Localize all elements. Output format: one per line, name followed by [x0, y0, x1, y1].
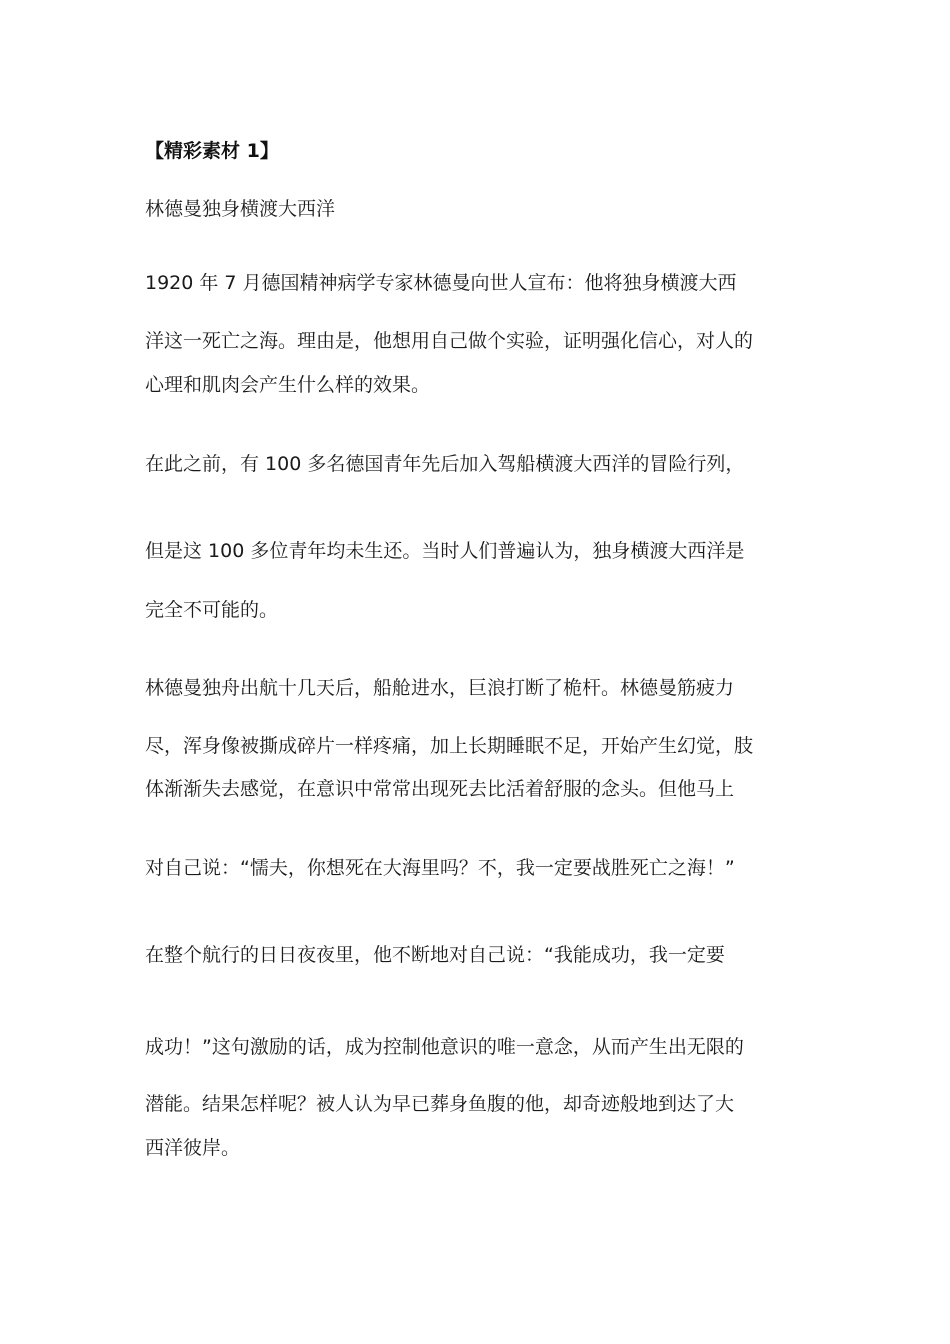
paragraph-line: 1920 年 7 月德国精神病学专家林德曼向世人宣布：他将独身横渡大西: [145, 272, 737, 294]
paragraph-line: 尽，浑身像被撕成碎片一样疼痛，加上长期睡眠不足，开始产生幻觉，肢: [145, 735, 754, 757]
paragraph-line: 但是这 100 多位青年均未生还。当时人们普遍认为，独身横渡大西洋是: [145, 540, 745, 562]
paragraph-line: 成功！”这句激励的话，成为控制他意识的唯一意念，从而产生出无限的: [145, 1036, 744, 1058]
paragraph-line: 完全不可能的。: [145, 599, 279, 621]
paragraph-line: 洋这一死亡之海。理由是，他想用自己做个实验，证明强化信心，对人的: [145, 330, 754, 352]
paragraph-line: 潜能。结果怎样呢？被人认为早已葬身鱼腹的他，却奇迹般地到达了大: [145, 1093, 735, 1115]
paragraph-line: 在此之前，有 100 多名德国青年先后加入驾船横渡大西洋的冒险行列，: [145, 453, 745, 475]
paragraph-line: 对自己说：“懦夫，你想死在大海里吗？不，我一定要战胜死亡之海！”: [145, 857, 735, 879]
section-heading: 【精彩素材 1】: [145, 140, 279, 162]
story-title: 林德曼独身横渡大西洋: [145, 198, 336, 220]
paragraph-line: 林德曼独舟出航十几天后，船舱进水，巨浪打断了桅杆。林德曼筋疲力: [145, 677, 735, 699]
paragraph-line: 心理和肌肉会产生什么样的效果。: [145, 374, 431, 396]
paragraph-line: 体渐渐失去感觉，在意识中常常出现死去比活着舒服的念头。但他马上: [145, 778, 735, 800]
paragraph-line: 西洋彼岸。: [145, 1137, 241, 1159]
paragraph-line: 在整个航行的日日夜夜里，他不断地对自己说：“我能成功，我一定要: [145, 944, 725, 966]
